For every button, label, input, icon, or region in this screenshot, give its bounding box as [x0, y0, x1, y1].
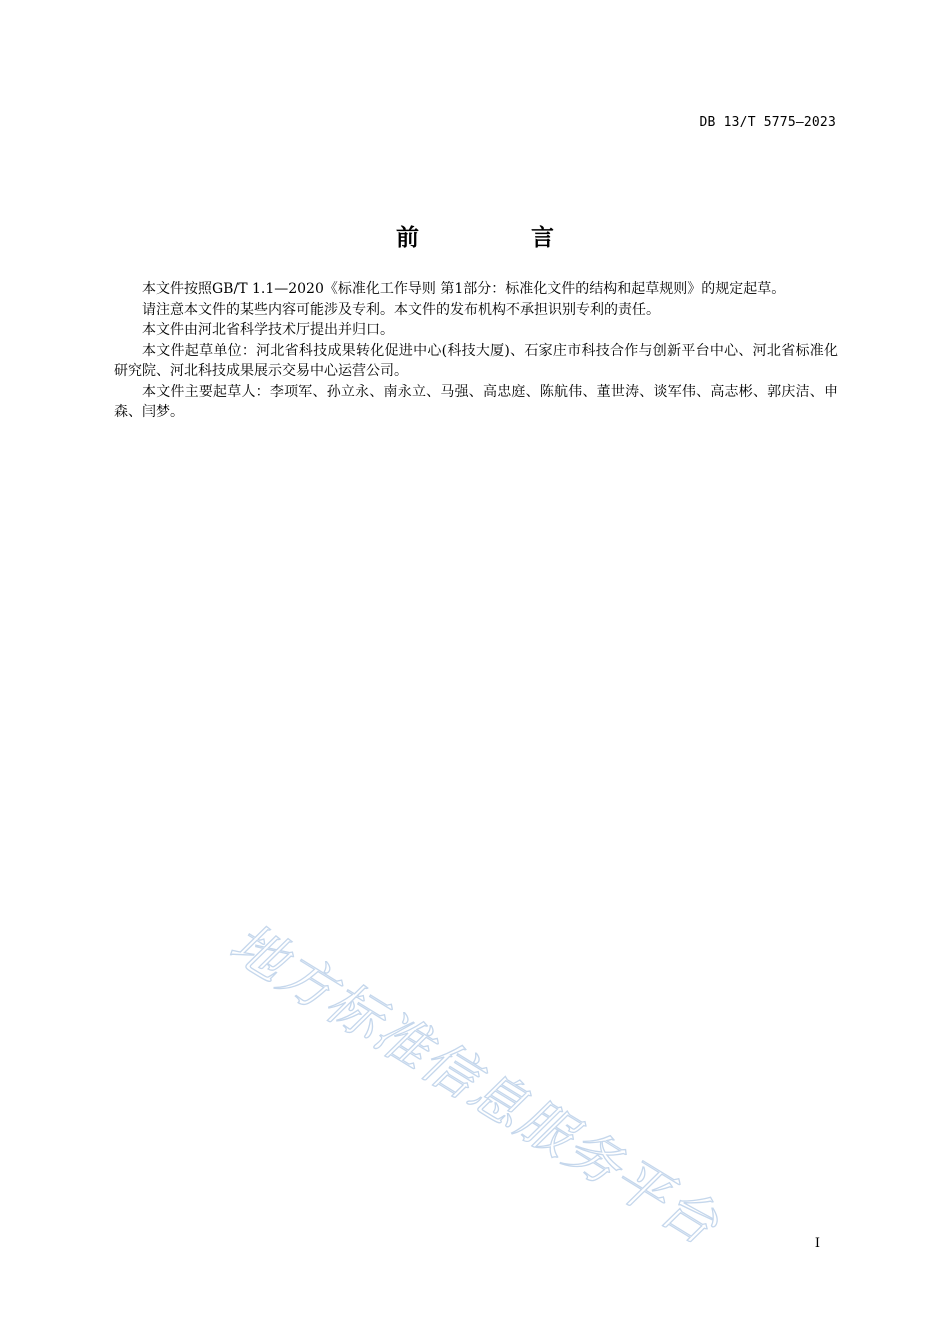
- paragraph-patent-notice: 请注意本文件的某些内容可能涉及专利。本文件的发布机构不承担识别专利的责任。: [142, 301, 660, 318]
- standard-code: DB 13/T 5775—2023: [699, 115, 836, 130]
- section-title: 前 言: [395, 225, 606, 251]
- paragraph-drafters: 本文件主要起草人：李项军、孙立永、南永立、马强、高忠庭、陈航伟、董世涛、谈军伟、高志彬、郭庆洁、申森、闫梦。: [114, 383, 838, 420]
- paragraph-drafting-rules: 本文件按照GB/T 1.1—2020《标准化工作导则 第1部分：标准化文件的结构和起草规则》的规定起草。: [142, 281, 786, 297]
- foreword-body: [114, 279, 838, 423]
- watermark: 地方标准信息服务平台: [219, 911, 730, 1258]
- page-number: I: [814, 1236, 820, 1251]
- paragraph-drafting-units: 本文件起草单位：河北省科技成果转化促进中心(科技大厦)、石家庄市科技合作与创新平台中心、河北省标准化研究院、河北科技成果展示交易中心运营公司。: [114, 342, 838, 379]
- paragraph-proposer: 本文件由河北省科学技术厅提出并归口。: [142, 322, 394, 338]
